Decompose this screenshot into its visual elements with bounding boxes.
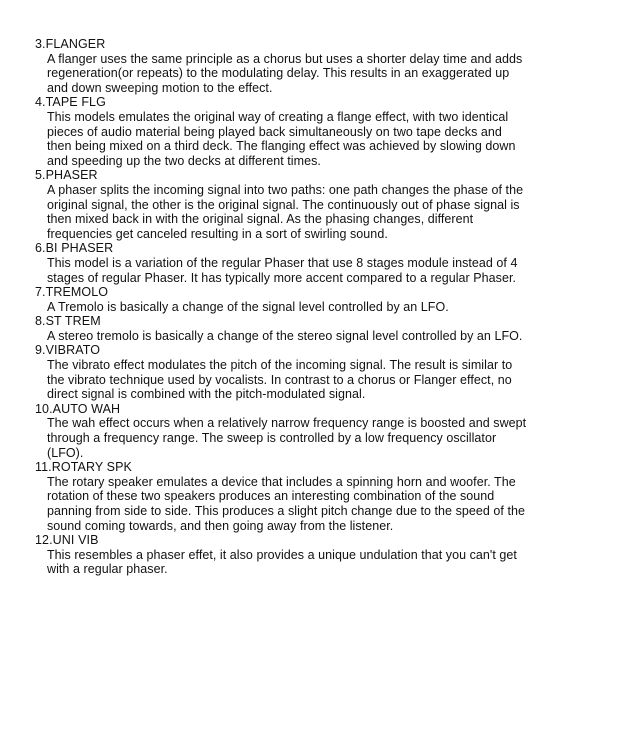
section-body: The wah effect occurs when a relatively narrow frequency range is boosted and swept through a frequency range. The sweep is controlled by a low frequency oscillator (LFO). — [47, 416, 527, 460]
section-title: 6.BI PHASER — [35, 241, 114, 256]
section-title: 10.AUTO WAH — [35, 401, 121, 416]
section-bi-phaser — [35, 241, 595, 285]
section-st-trem — [35, 314, 595, 343]
section-title: 9.VIBRATO — [35, 343, 101, 358]
section-flanger — [35, 37, 595, 95]
section-body: A flanger uses the same principle as a chorus but uses a shorter delay time and adds regeneration(or repeats) to the modulating delay. This results in an exaggerated up and down sweeping motion to the effect. — [47, 51, 523, 95]
section-title: 8.ST TREM — [35, 314, 101, 329]
section-body: The rotary speaker emulates a device that includes a spinning horn and woofer. The rotation of these two speakers produces an interesting combination of the sound panning from side to side. This produces a slight pitch change due to the speed of the sound coming towards, and then going away from the listener. — [47, 474, 525, 533]
section-title: 3.FLANGER — [35, 37, 106, 51]
section-body: This resembles a phaser effet, it also provides a unique undulation that you can't get with a regular phaser. — [47, 547, 517, 577]
document-page — [35, 37, 595, 577]
section-vibrato — [35, 343, 595, 401]
section-title: 11.ROTARY SPK — [35, 460, 132, 475]
section-body: The vibrato effect modulates the pitch of the incoming signal. The result is similar to the vibrato technique used by vocalists. In contrast to a chorus or Flanger effect, no direct signal is combined with the pitch-modulated signal. — [47, 358, 513, 402]
section-body: This model is a variation of the regular Phaser that use 8 stages module instead of 4 stages of regular Phaser. It has typically more accent compared to a regular Phaser. — [47, 255, 518, 285]
section-uni-vib — [35, 533, 595, 577]
section-body: A phaser splits the incoming signal into two paths: one path changes the phase of the original signal, the other is the original signal. The continuously out of phase signal is then mixed back in with the original signal. As the phasing changes, different frequencies get canceled resulting in a sort of swirling sound. — [47, 182, 524, 241]
section-body: A stereo tremolo is basically a change of the stereo signal level controlled by an LFO. — [47, 328, 523, 343]
section-tremolo — [35, 285, 595, 314]
section-title: 4.TAPE FLG — [35, 95, 106, 110]
section-title: 12.UNI VIB — [35, 533, 99, 548]
section-phaser — [35, 168, 595, 241]
section-rotary-spk — [35, 460, 595, 533]
section-title: 7.TREMOLO — [35, 285, 109, 300]
section-auto-wah — [35, 402, 595, 460]
section-tape-flg — [35, 95, 595, 168]
section-body: A Tremolo is basically a change of the signal level controlled by an LFO. — [47, 299, 449, 314]
section-body: This models emulates the original way of creating a flange effect, with two identical pieces of audio material being played back simultaneously on two tape decks and then being mixed on a third deck. The flanging effect was achieved by slowing down and speeding up the two decks at different times. — [47, 109, 516, 168]
section-title: 5.PHASER — [35, 168, 98, 183]
